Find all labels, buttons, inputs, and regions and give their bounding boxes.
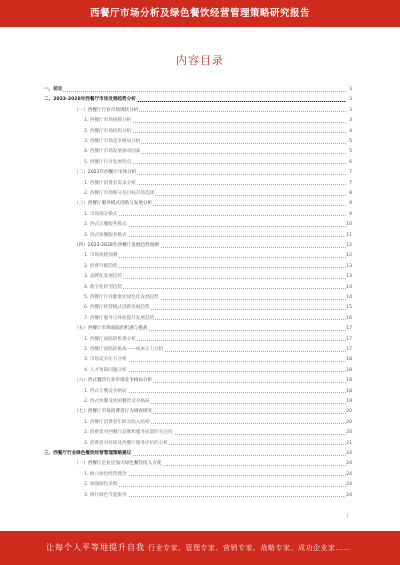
toc-entry-page: 8 <box>346 190 352 198</box>
toc-entry[interactable] <box>44 180 352 188</box>
toc-entry[interactable] <box>44 481 352 489</box>
footer-slogan: 让每个人平等地提升自我 <box>46 543 145 552</box>
toc-entry[interactable] <box>44 408 352 416</box>
toc-entry[interactable] <box>44 492 352 500</box>
toc-entry-label: （七）西餐厅市场消费者行为调查研究 <box>74 409 153 415</box>
toc-entry-label: 3. 消费者对环境及西餐厅服务评价的分析 <box>84 440 168 446</box>
toc-entry-page: 16 <box>346 315 352 321</box>
toc-entry[interactable] <box>44 169 352 177</box>
toc-entry[interactable] <box>44 148 352 156</box>
toc-entry-page: 7 <box>346 180 352 188</box>
toc-entry-label: 2. 西式正餐服务模式 <box>84 222 127 228</box>
toc-heading: 内容目录 <box>176 54 224 67</box>
toc-entry-label: 1. 市场细分模式 <box>84 211 118 217</box>
toc-entry-label: 7. 西餐厅服务与体验提升发展趋势 <box>84 315 155 321</box>
toc-entry-label: （五）西餐厅市场面临的机遇与挑战 <box>74 326 148 332</box>
toc-entry-label: 4. 数字化转型趋势 <box>84 284 123 290</box>
toc-entry[interactable] <box>44 284 352 292</box>
toc-entry-page: 24 <box>346 492 352 498</box>
toc-entry[interactable] <box>44 252 352 260</box>
toc-entry-page: 18 <box>346 378 352 384</box>
toc-entry[interactable] <box>44 159 352 167</box>
toc-entry-page: 12 <box>346 253 352 259</box>
toc-entry-page: 24 <box>346 451 352 456</box>
toc-entry-page: 4 <box>346 128 352 136</box>
toc-entry-page: 20 <box>346 409 352 415</box>
toc-entry-label: 1. 西餐厅市场规模分析 <box>84 118 132 124</box>
toc-entry-label: 1. 西餐厅消费者需求分析 <box>84 180 136 186</box>
toc-entry-label: 1. 西餐厅消费者年龄及收入结构 <box>84 419 150 425</box>
toc-entry-label: 2. 西餐厅市场结构分析 <box>84 128 132 134</box>
toc-entry-page: 20 <box>346 419 352 425</box>
toc-entry-page: 6 <box>346 159 352 167</box>
toc-entry[interactable] <box>44 388 352 396</box>
toc-entry[interactable] <box>44 190 352 198</box>
toc-entry-page: 24 <box>346 461 352 467</box>
toc-entry-page: 24 <box>346 482 352 488</box>
toc-entry[interactable] <box>44 304 352 312</box>
toc-entry[interactable] <box>44 294 352 302</box>
toc-entry[interactable] <box>44 377 352 385</box>
toc-entry-page: 3 <box>346 96 352 104</box>
toc-entry[interactable] <box>44 346 352 354</box>
toc-entry[interactable] <box>44 429 352 437</box>
toc-entry-page: 5 <box>346 148 352 156</box>
toc-entry-label: （六）西式餐饮行业市场竞争格局分析 <box>74 378 153 384</box>
toc-entry-label: （二）2023年西餐厅市场分析 <box>74 170 137 176</box>
toc-entry-label: （三）西餐厅服务模式创新与发展分析 <box>74 201 153 207</box>
toc-leader-dots <box>84 267 346 268</box>
footer-bar <box>0 531 400 565</box>
toc-entry-label: 三、西餐厅行业绿色餐饮经营管理策略建议 <box>44 451 132 456</box>
toc-entry-label: （四）2023-2028年西餐厅发展趋势预测 <box>74 243 159 248</box>
toc-entry-label: 4. 西餐厅市场发展驱动因素 <box>84 149 141 155</box>
toc-entry-page: 19 <box>346 399 352 404</box>
toc-entry-page: 3 <box>346 86 352 94</box>
toc-entry-label: 2. 西式快餐及休闲餐饮竞争格局 <box>84 399 150 404</box>
toc-entry-page: 11 <box>346 232 352 238</box>
toc-leader-dots <box>84 257 346 258</box>
toc-entry-page: 18 <box>346 357 352 363</box>
toc-entry-page: 9 <box>346 200 352 208</box>
toc-entry[interactable] <box>44 471 352 479</box>
toc-entry[interactable] <box>44 200 352 208</box>
toc-entry-label: 2. 消费升级趋势 <box>84 263 118 269</box>
toc-entry-label: 2. 消费者对西餐厅品牌和服务质量的关注度 <box>84 430 173 436</box>
toc-entry[interactable] <box>44 211 352 219</box>
page-number: 1 <box>346 513 349 518</box>
toc-entry-label: 3. 市场竞争压力分析 <box>84 357 127 363</box>
footer-experts: 行业专家、管理专家、营销专家、战略专家、成功企业家…… <box>148 544 351 552</box>
toc-entry-page: 12 <box>346 243 352 248</box>
toc-entry-page: 17 <box>346 336 352 342</box>
toc-entry-page: 17 <box>346 326 352 332</box>
toc-entry-label: 3. 推行绿色节能服务 <box>84 492 127 498</box>
toc-entry-label: 2. 加强绿色采购 <box>84 482 118 488</box>
toc-entry-page: 10 <box>346 222 352 228</box>
toc-leader-dots <box>84 215 346 216</box>
toc-entry-label: 1. 西餐厅面临的机遇分析 <box>84 336 136 342</box>
toc-entry[interactable] <box>44 440 352 448</box>
toc-entry[interactable] <box>44 325 352 333</box>
report-title: 西餐厅市场分析及绿色餐饮经营管理策略研究报告 <box>89 8 310 19</box>
toc-entry-label: 5. 西餐厅行业健康化绿色化发展趋势 <box>84 295 159 300</box>
toc-entry-page: 5 <box>346 138 352 146</box>
toc-entry-label: 3. 品牌化发展趋势 <box>84 274 123 280</box>
toc-entry-page: 13 <box>346 274 352 280</box>
toc-entry-label: 一、前言 <box>44 87 63 92</box>
toc-entry-label: 3. 西式快餐服务模式 <box>84 232 127 238</box>
header-bar <box>0 0 400 27</box>
toc-entry[interactable] <box>44 232 352 240</box>
toc-entry-label: （一）西餐厅企业应加大绿色餐饮投入力度 <box>74 461 162 467</box>
toc-entry-label: （一）西餐厅行业市场现状分析 <box>74 107 139 113</box>
toc-entry-page: 14 <box>346 295 352 300</box>
toc-entry[interactable] <box>44 398 352 406</box>
toc-entry-page: 15 <box>346 305 352 311</box>
toc-entry-label: 1. 树立绿色经营理念 <box>84 471 127 477</box>
toc-entry-page: 14 <box>346 284 352 290</box>
toc-entry[interactable] <box>44 367 352 375</box>
toc-leader-dots <box>84 288 346 289</box>
toc-entry[interactable] <box>44 242 352 250</box>
toc-entry[interactable] <box>44 263 352 271</box>
toc-entry[interactable] <box>44 460 352 468</box>
toc-entry[interactable] <box>44 86 352 94</box>
toc-entry-page: 9 <box>346 211 352 219</box>
toc-entry-label: 1. 西式正餐竞争格局 <box>84 388 127 394</box>
toc-entry-label: 2. 西餐厅面临的挑战——成本压力分析 <box>84 347 164 352</box>
toc-entry[interactable] <box>44 128 352 136</box>
toc-entry[interactable] <box>44 419 352 427</box>
toc-entry[interactable] <box>44 221 352 229</box>
toc-entry-page: 13 <box>346 263 352 269</box>
toc-entry-page: 7 <box>346 169 352 177</box>
toc-entry-label: 4. 人才短缺问题分析 <box>84 367 127 373</box>
toc-entry-label: 1. 市场规模预测 <box>84 253 118 259</box>
toc-leader-dots <box>44 91 346 92</box>
toc-entry[interactable] <box>44 107 352 115</box>
toc-entry[interactable] <box>44 450 352 458</box>
toc-entry-page: 17 <box>346 347 352 352</box>
toc-entry[interactable] <box>44 273 352 281</box>
toc-entry-page: 20 <box>346 430 352 436</box>
toc-entry[interactable] <box>44 356 352 364</box>
toc-entry-label: 二、2023-2028年西餐厅市场发展趋势分析 <box>44 97 136 103</box>
toc-entry-page: 24 <box>346 471 352 477</box>
toc-entry[interactable] <box>44 117 352 125</box>
toc-entry-label: 3. 西餐厅市场竞争格局分析 <box>84 139 141 144</box>
toc-entry-page: 21 <box>346 440 352 446</box>
toc-entry[interactable] <box>44 96 352 104</box>
toc-entry[interactable] <box>44 315 352 323</box>
toc-entry-label: 2. 西餐厅市场细分及目标市场选择 <box>84 191 155 196</box>
toc-leader-dots <box>84 278 346 279</box>
toc-entry[interactable] <box>44 138 352 146</box>
toc-entry-page: 18 <box>346 388 352 394</box>
toc-entry-label: 6. 西餐厅经营模式创新发展趋势 <box>84 305 150 311</box>
toc-entry[interactable] <box>44 336 352 344</box>
toc-entry-label: 5. 西餐厅行业发展特点 <box>84 159 132 165</box>
toc-leader-dots <box>84 486 346 487</box>
toc-entry-page: 3 <box>346 117 352 125</box>
toc-entry-page: 3 <box>346 107 352 115</box>
toc-entry-page: 18 <box>346 367 352 373</box>
